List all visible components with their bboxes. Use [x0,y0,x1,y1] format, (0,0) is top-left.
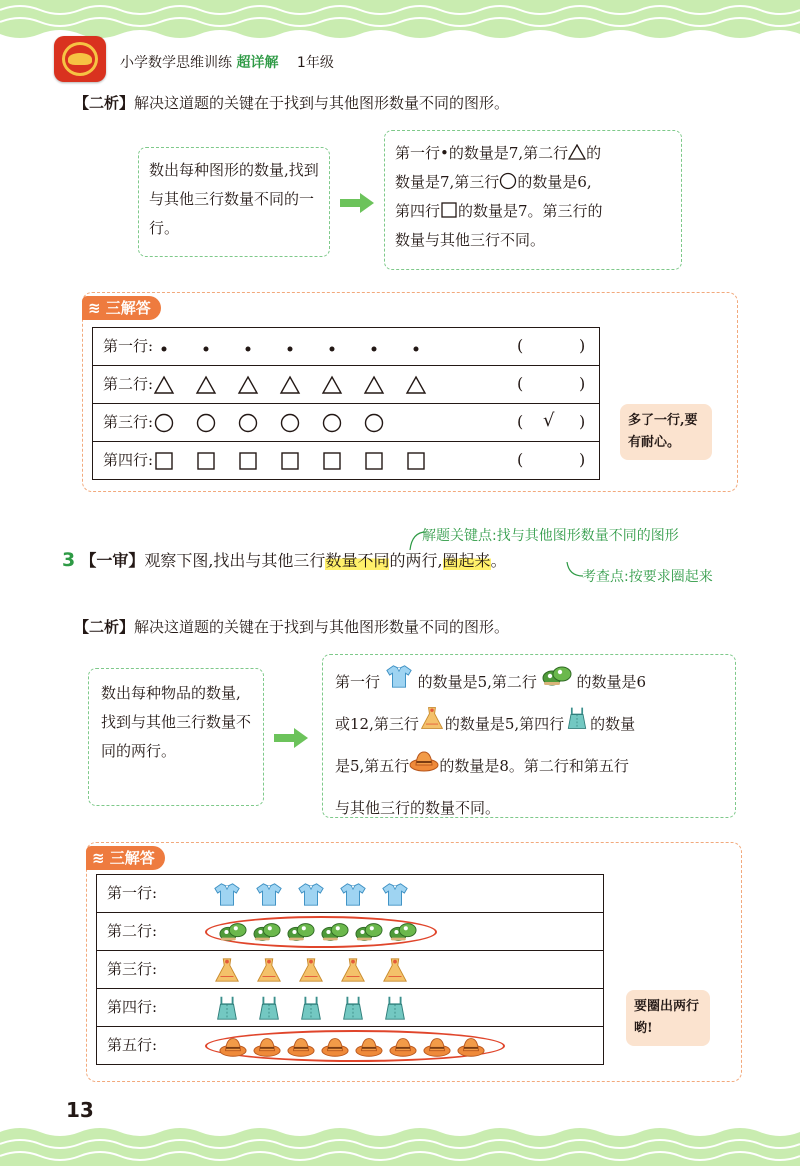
row-label: 第五行: [107,1035,158,1054]
triangle-shape-icon [237,374,259,396]
dot-shape-icon [153,336,175,358]
r2-l2a: 或12,第三行 [335,715,419,733]
shape-table [92,327,600,480]
r2-l4: 与其他三行的数量不同。 [335,799,501,817]
hat-icon [287,1032,315,1060]
answer-paren-open: ( [517,336,524,355]
shoes-icon [542,661,572,705]
row-label: 第三行: [107,959,158,978]
page-header [54,36,334,82]
read-tag: 【一审】 [80,551,145,570]
row-label: 第一行: [103,337,154,355]
dress-icon [419,705,445,731]
row-items [213,994,423,1022]
result-line-3: 第四行 [395,202,441,220]
item-row [97,875,604,913]
r2-l1c: 的数量是6 [576,673,646,691]
square-shape-icon [237,450,259,472]
answer-paren-open: ( [517,450,524,469]
note-pointer-icon-2 [565,562,583,580]
circled-row-items [205,916,437,948]
result-box-2 [322,654,736,818]
answer-mark[interactable]: √ [543,410,555,431]
row-shapes [153,412,405,434]
shape-row [93,442,600,480]
row-items [213,956,423,984]
grade-label: 1年级 [296,55,334,71]
dot-shape-icon [405,336,427,358]
square-shape-icon [321,450,343,472]
circle-shape-icon [279,412,301,434]
item-row-cell [97,1027,604,1065]
row-label: 第二行: [103,375,154,393]
answer-paren-open: ( [517,374,524,393]
tip-bubble-1 [620,404,712,460]
row-items [213,880,423,908]
shirt-icon [385,662,413,690]
row-shapes [153,374,447,396]
square-shape-icon [195,450,217,472]
circle-shape-icon [237,412,259,434]
shoes-icon [253,918,281,946]
shoes-icon [287,918,315,946]
dress-icon [339,956,367,984]
analysis-line-2 [74,616,509,637]
analysis-text-2: 解决这道题的关键在于找到与其他图形数量不同的图形。 [134,618,510,636]
answer-tag-2: ≋ 三解答 [86,846,165,870]
circle-shape-icon [321,412,343,434]
shirt-icon [339,880,367,908]
dress-icon [255,956,283,984]
r2-l3b: 的数量是8。第二行和第五行 [439,757,629,775]
item-row-cell [97,913,604,951]
r2-l2b: 的数量是5,第四行 [444,715,565,733]
analysis-tag: 【二析】 [74,94,135,112]
square-icon [440,201,458,219]
question-text-a: 观察下图,找出与其他三行 [144,551,326,570]
overalls-icon [255,994,283,1022]
item-row [97,913,604,951]
dress-icon [297,956,325,984]
answer-tag-text: 三解答 [105,299,151,317]
r2-l1a: 第一行 [335,673,381,691]
triangle-icon [568,144,586,160]
row-label: 第四行: [103,451,154,469]
question-text-b: 的两行, [389,551,443,570]
overalls-icon [564,705,590,731]
shape-row-cell [93,404,600,442]
bottom-wave-border [0,1118,800,1166]
answer-paren-close: ) [579,336,586,355]
book-logo-icon [54,36,106,82]
answer-paren-close: ) [579,374,586,393]
row-shapes [153,450,447,472]
hat-icon [389,1032,417,1060]
dot-shape-icon [195,336,217,358]
result-box-1 [384,130,682,270]
analysis-tag-2: 【二析】 [74,618,135,636]
dot-shape-icon [279,336,301,358]
hat-icon [321,1032,349,1060]
hat-icon [409,745,439,775]
shoes-icon [321,918,349,946]
key-point-text: 解题关键点:找与其他图形数量不同的图形 [422,528,679,544]
result-line-2: 数量是7,第三行 [395,173,500,191]
r2-l2c: 的数量 [590,715,636,733]
shirt-icon [297,880,325,908]
page-number: 13 [66,1098,94,1122]
header-title [120,52,334,72]
shape-row-cell [93,328,600,366]
arrow-right-icon-2 [274,728,308,748]
shoes-icon [355,918,383,946]
circle-shape-icon [153,412,175,434]
r2-l1b: 的数量是5,第二行 [417,673,537,691]
question-highlight-2: 圈起来 [442,551,491,570]
square-shape-icon [279,450,301,472]
r2-l3a: 是5,第五行 [335,757,410,775]
row-label: 第一行: [107,883,158,902]
answer-paren-open: ( [517,412,524,431]
circle-shape-icon [363,412,385,434]
dress-icon [213,956,241,984]
shape-row [93,328,600,366]
triangle-shape-icon [321,374,343,396]
hat-icon [355,1032,383,1060]
row-label: 第二行: [107,921,158,940]
item-row [97,951,604,989]
question-text-end: 。 [490,551,507,570]
result-line-2b: 的数量是6, [517,173,592,191]
dot-shape-icon [363,336,385,358]
hat-icon [457,1032,485,1060]
step-box-2 [88,668,264,806]
check-point-text: 考查点:按要求圈起来 [582,569,713,585]
overalls-icon [213,994,241,1022]
answer-paren-close: ) [579,412,586,431]
triangle-shape-icon [153,374,175,396]
item-row-cell [97,989,604,1027]
key-point-note [422,525,679,545]
shirt-icon [255,880,283,908]
row-label: 第四行: [107,997,158,1016]
dot-shape-icon [321,336,343,358]
check-point-note [582,566,713,586]
step-text: 数出每种图形的数量,找到与其他三行数量不同的一行。 [149,161,319,237]
shoes-icon [542,661,572,691]
tip-bubble-2 [626,990,710,1046]
analysis-text: 解决这道题的关键在于找到与其他图形数量不同的图形。 [134,94,510,112]
item-row [97,989,604,1027]
shirt-icon [381,880,409,908]
dot-shape-icon [237,336,259,358]
overalls-icon [297,994,325,1022]
shape-row-cell [93,366,600,404]
shoes-icon [389,918,417,946]
tip-text-1: 多了一行,要有耐心。 [628,413,698,450]
circle-shape-icon [195,412,217,434]
row-label: 第三行: [103,413,154,431]
overalls-icon [339,994,367,1022]
shape-row-cell [93,442,600,480]
hat-icon [423,1032,451,1060]
triangle-shape-icon [363,374,385,396]
dress-icon [381,956,409,984]
question-line [62,548,507,571]
dress-icon [419,705,445,745]
hat-icon [219,1032,247,1060]
series-highlight: 超详解 [236,55,279,71]
shirt-icon [385,662,413,704]
arrow-right-icon [340,193,374,213]
triangle-shape-icon [279,374,301,396]
overalls-icon [564,705,590,745]
shoes-icon [219,918,247,946]
step-text-2: 数出每种物品的数量,找到与其他三行数量不同的两行。 [101,684,252,760]
items-table [96,874,604,1065]
circled-row-items [205,1030,505,1062]
answer-tag-text-2: 三解答 [109,849,155,867]
result-line-1b: 的 [586,144,602,162]
answer-tag-1: ≋ 三解答 [82,296,161,320]
triangle-shape-icon [405,374,427,396]
shirt-icon [213,880,241,908]
square-shape-icon [153,450,175,472]
series-name: 小学数学思维训练 [120,55,232,71]
overalls-icon [381,994,409,1022]
result-line-1: 第一行•的数量是7,第二行 [395,144,569,162]
hat-icon [253,1032,281,1060]
analysis-line-1 [74,92,509,113]
question-number: 3 [62,549,76,571]
shape-row [93,404,600,442]
result-line-4: 数量与其他三行不同。 [395,231,546,249]
square-shape-icon [363,450,385,472]
row-shapes [153,336,447,358]
step-box-1 [138,147,330,257]
item-row [97,1027,604,1065]
square-shape-icon [405,450,427,472]
tip-text-2: 要圈出两行哟! [634,999,700,1036]
result-line-3b: 的数量是7。第三行的 [458,202,603,220]
answer-paren-close: ) [579,450,586,469]
hat-icon [409,745,439,789]
question-highlight-1: 数量不同 [325,551,390,570]
item-row-cell [97,951,604,989]
circle-icon [499,172,517,190]
item-row-cell [97,875,604,913]
triangle-shape-icon [195,374,217,396]
shape-row [93,366,600,404]
